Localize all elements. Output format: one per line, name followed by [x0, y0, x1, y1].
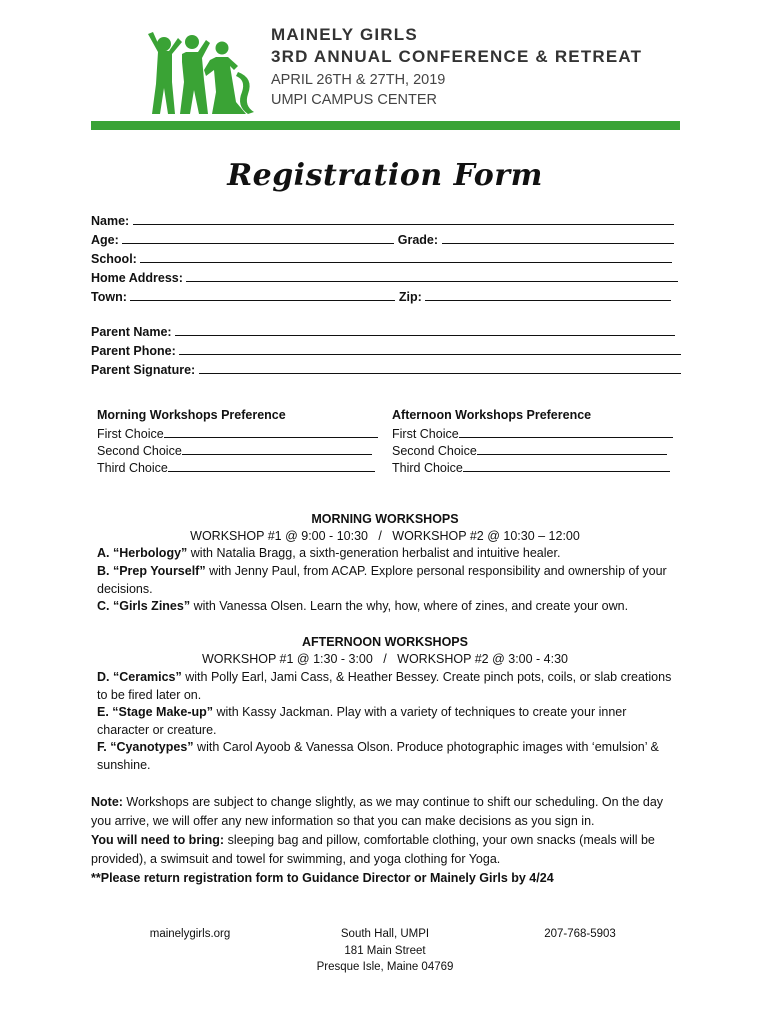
parent-signature-row	[91, 361, 681, 379]
parent-signature-label: Parent Signature:	[91, 363, 196, 377]
town-row	[91, 288, 671, 306]
workshop-e-desc: with Kassy Jackman. Play with a variety of techniques to create your inner character or creature.	[97, 705, 627, 737]
parent-signature-field[interactable]	[199, 361, 681, 374]
workshop-b-desc: with Jenny Paul, from ACAP. Explore personal responsibility and ownership of your decisions.	[97, 564, 667, 596]
note-paragraph	[91, 793, 681, 831]
conference-title: 3RD ANNUAL CONFERENCE & RETREAT	[271, 47, 643, 66]
header-divider	[91, 121, 680, 130]
morning-second-choice-field[interactable]	[182, 442, 372, 455]
footer-website[interactable]: mainelygirls.org	[149, 928, 231, 940]
school-label: School:	[91, 252, 137, 266]
name-label: Name:	[91, 214, 130, 228]
footer-address-line1: South Hall, UMPI	[340, 928, 430, 940]
morning-workshops-heading: MORNING WORKSHOPS	[311, 512, 459, 526]
grade-field[interactable]	[442, 231, 674, 244]
workshop-a-title: A. “Herbology”	[97, 546, 188, 560]
morning-second-choice-row	[97, 442, 372, 461]
workshop-c-title: C. “Girls Zines”	[97, 599, 191, 613]
home-address-field[interactable]	[186, 269, 678, 282]
afternoon-first-choice-field[interactable]	[459, 425, 673, 438]
bring-text: sleeping bag and pillow, comfortable clothing, your own snacks (meals will be provided), a swimsuit and towel for swimming, and yoga clothing for Yoga.	[91, 833, 655, 866]
bring-paragraph	[91, 831, 681, 869]
mainely-girls-logo	[142, 32, 262, 116]
first-choice-label: First Choice	[97, 427, 164, 441]
age-row	[91, 231, 674, 249]
zip-label: Zip:	[398, 290, 422, 304]
home-address-row	[91, 269, 678, 287]
parent-phone-label: Parent Phone:	[91, 344, 176, 358]
workshop-f-desc: with Carol Ayoob & Vanessa Olson. Produce photographic images with ‘emulsion’ & sunshine.	[97, 740, 659, 772]
footer-address-line2: 181 Main Street	[344, 944, 426, 957]
afternoon-first-choice-row	[392, 425, 673, 444]
town-label: Town:	[91, 290, 127, 304]
workshop-d-desc: with Polly Earl, Jami Cass, & Heather Bessey. Create pinch pots, coils, or slab creations to be fired later on.	[97, 670, 672, 702]
return-instructions: **Please return registration form to Guidance Director or Mainely Girls by 4/24	[91, 871, 554, 885]
workshop-c	[97, 598, 677, 616]
parent-name-label: Parent Name:	[91, 325, 172, 339]
parent-phone-row	[91, 342, 681, 360]
workshop-d	[97, 669, 677, 704]
school-row	[91, 250, 672, 268]
name-field[interactable]	[133, 212, 674, 225]
parent-name-row	[91, 323, 675, 341]
workshop-d-title: D. “Ceramics”	[97, 670, 182, 684]
first-choice-label: First Choice	[392, 427, 459, 441]
footer-address	[285, 926, 485, 976]
second-choice-label: Second Choice	[392, 444, 477, 458]
morning-workshops-times: WORKSHOP #1 @ 9:00 - 10:30 / WORKSHOP #2 @ 10:30 – 12:00	[190, 529, 580, 543]
age-field[interactable]	[122, 231, 394, 244]
workshop-f-title: F. “Cyanotypes”	[97, 740, 194, 754]
name-row	[91, 212, 674, 230]
age-label: Age:	[91, 233, 119, 247]
workshop-b	[97, 563, 677, 598]
workshop-e	[97, 704, 677, 739]
second-choice-label: Second Choice	[97, 444, 182, 458]
parent-name-field[interactable]	[175, 323, 675, 336]
third-choice-label: Third Choice	[392, 461, 463, 475]
afternoon-third-choice-field[interactable]	[463, 459, 670, 472]
third-choice-label: Third Choice	[97, 461, 168, 475]
morning-third-choice-row	[97, 459, 375, 478]
bring-label: You will need to bring:	[91, 833, 225, 847]
parent-phone-field[interactable]	[179, 342, 681, 355]
footer-address-line3: Presque Isle, Maine 04769	[316, 961, 454, 973]
form-title: Registration Form	[227, 158, 543, 193]
workshop-f	[97, 739, 677, 774]
event-venue: UMPI CAMPUS CENTER	[271, 92, 437, 108]
afternoon-preference-title: Afternoon Workshops Preference	[392, 408, 592, 422]
zip-field[interactable]	[425, 288, 671, 301]
note-text: Workshops are subject to change slightly, as we may continue to shift our scheduling. On the day you arrive, we will offer any new information so that you can make decisions as you sign in.	[91, 795, 664, 828]
school-field[interactable]	[140, 250, 672, 263]
morning-preference-title: Morning Workshops Preference	[97, 408, 286, 422]
grade-label: Grade:	[397, 233, 439, 247]
note-label: Note:	[91, 795, 123, 809]
morning-first-choice-field[interactable]	[164, 425, 378, 438]
town-field[interactable]	[130, 288, 395, 301]
workshop-a	[97, 545, 677, 563]
home-address-label: Home Address:	[91, 271, 183, 285]
workshop-a-desc: with Natalia Bragg, a sixth-generation herbalist and intuitive healer.	[187, 546, 561, 560]
event-date: APRIL 26TH & 27TH, 2019	[271, 72, 446, 88]
org-name: MAINELY GIRLS	[271, 25, 418, 44]
morning-third-choice-field[interactable]	[168, 459, 375, 472]
afternoon-workshops-times: WORKSHOP #1 @ 1:30 - 3:00 / WORKSHOP #2 @ 3:00 - 4:30	[201, 652, 569, 666]
morning-first-choice-row	[97, 425, 378, 444]
footer-phone: 207-768-5903	[544, 928, 616, 940]
afternoon-second-choice-row	[392, 442, 667, 461]
workshop-e-title: E. “Stage Make-up”	[97, 705, 213, 719]
afternoon-third-choice-row	[392, 459, 670, 478]
workshop-b-title: B. “Prep Yourself”	[97, 564, 206, 578]
afternoon-second-choice-field[interactable]	[477, 442, 667, 455]
workshop-c-desc: with Vanessa Olsen. Learn the why, how, where of zines, and create your own.	[190, 599, 629, 613]
afternoon-workshops-heading: AFTERNOON WORKSHOPS	[302, 635, 468, 649]
